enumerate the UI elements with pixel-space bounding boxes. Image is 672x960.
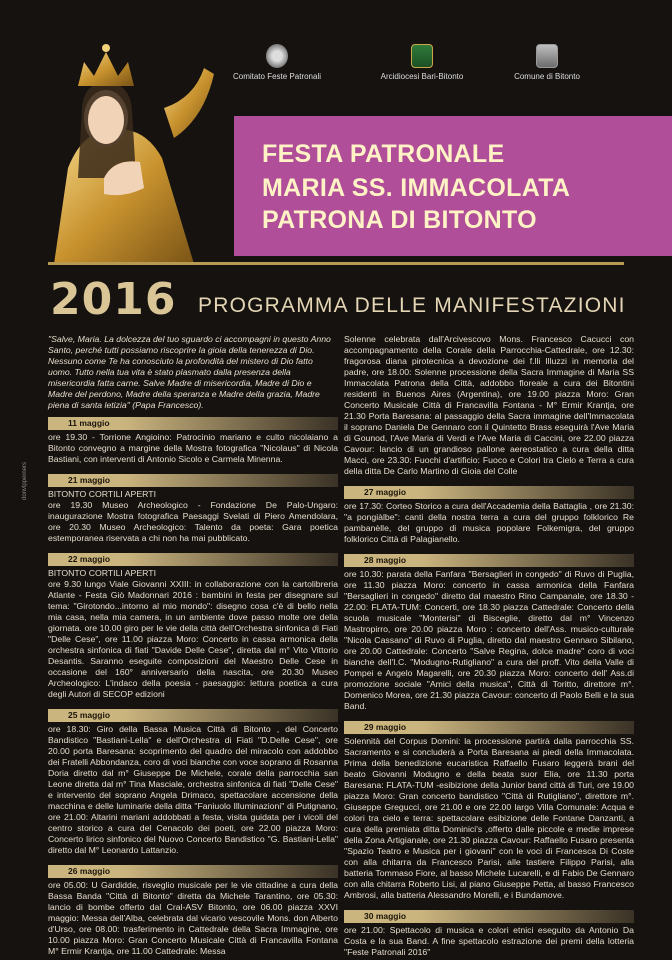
entry-text: ore 05.00: U Gardidde, risveglio musicale per le vie cittadine a cura della Bassa Banda "Città di Bitonto" diretta da Michele Tarantino, ore 05.30: lancio di bombe offerto dal Cral-ASV Bitonto, ore 06.00 piazza XXVI maggio: Messa dell'Alba, celebrata dal vicario vescovile Mons. don Alberto d'Urso, ore 08.00: trasferimento in Cattedrale della Sacra Immagine, ore 10.00 piazza Moro: Gran Concerto Musicale Città di Francavilla Fontana M° Ermir Krantja, ore 11.00 Cattedrale: Messa [48, 880, 338, 956]
logo-caption: Arcidiocesi Bari-Bitonto [380, 72, 464, 81]
entry-date: 21 maggio [48, 474, 338, 487]
entry-date: 30 maggio [344, 910, 634, 923]
entry-date: 25 maggio [48, 709, 338, 722]
program-entry [344, 910, 634, 958]
title-band [234, 116, 672, 256]
city-crest-icon [536, 44, 558, 68]
program-subtitle: PROGRAMMA DELLE MANIFESTAZIONI [198, 294, 626, 317]
comune-logo [482, 44, 612, 81]
entry-text: ore 10.30: parata della Fanfara "Bersaglieri in congedo" di Ruvo di Puglia, ore 11.30 piazza Moro: concerto in cassa armonica della Fanfara "Bersaglieri in congedo" diretto dal maestro Rino Campanale, ore 18.30 - 22.00: FLATA-TUM: Concerti, ore 18.30 piazza Cattedrale: Concerto della scuola musicale "Monterisi" di Bisceglie, diretto dal m° Vincenzo Mastropirro, ore 20.00 piazza Moro : concerto dell'Ass. musico-culturale "Nicola Cassano" di Ruvo di Puglia, diretto dal maestro Gennaro Sibilano, ore 20.00 Cattedrale: Concerto "Salve Regina, dolce madre" coro di voci bianche dell'I.C. "Modugno-Rutigliano" a cura del proff. Vito della Valle di Pompei e Angelo Magarelli, ore 20.30 piazza Moro: concerto dell' Ass.di promozione sociale "Amici della musica", Città di Toritto, direttore m°. Domenico Morea, ore 21.30 piazza Cavour: concerto di Paolo Belli e la sua Band. [344, 569, 634, 711]
entry-date: 11 maggio [48, 417, 338, 430]
program-column-right [344, 334, 634, 960]
diocese-crest-icon [411, 44, 433, 68]
sponsor-logos [232, 44, 672, 92]
logo-caption: Comune di Bitonto [514, 72, 580, 81]
program-entry [344, 486, 634, 545]
program-entry [48, 474, 338, 544]
entry-text: ore 21.00: Spettacolo di musica e colori etnici eseguito da Antonio Da Costa e la sua Band. A fine spettacolo estrazione dei premi della lotteria "Feste Patronali 2016" [344, 925, 634, 957]
designer-credit: donvlpperners [22, 461, 28, 500]
entry-date: 22 maggio [48, 553, 338, 566]
program-entry [344, 721, 634, 901]
title-line-1: FESTA PATRONALE [262, 140, 505, 168]
entry-text: ore 19.30 Museo Archeologico - Fondazione De Palo-Ungaro: inaugurazione Mostra fotografica Paesaggi Svelati di Piero Amendolara, ore 20.30 Museo Archeologico: Talento da poeta: Gara poetica estemporanea riservata a chi non ha mai pubblicato. [48, 500, 338, 543]
program-entry [48, 709, 338, 856]
entry-heading: BITONTO CORTILI APERTI [48, 489, 156, 499]
intro-quote: "Salve, Maria. La dolcezza del tuo sguardo ci accompagni in questo Anno Santo, perché tutti possiamo riscoprire la gioia della tenerezza di Dio. Nessuno come Te ha conosciuto la profondità del mistero di Dio fatto uomo. Tutto nella tua vita è stato plasmato dalla presenza della misericordia fatta carne. Salve Madre di misericordia, Madre di Dio e Madre del perdono, Madre della speranza e Madre della grazia, Madre piena di santa letizia" (Papa Francesco). [48, 334, 331, 410]
year-heading: 2016 [50, 274, 177, 325]
arcidiocesi-logo [357, 44, 487, 81]
title-line-2: MARIA SS. IMMACOLATA [262, 174, 571, 202]
entry-text: ore 18.30: Giro della Bassa Musica Città di Bitonto , del Concerto Bandistico "Bastiani-Lella" e dell'Orchestra di Fiati "D.Delle Cese", ore 20.00 porta Baresana: scoprimento del quadro del miracolo con addobbo dei Fratelli Abbondanza, coro di voci bianche con voce soprano di Rosanna Doria diretto dal m° Giuseppe De Michele, corale della parrocchia san Leone diretta dal m° Tina Masciale, orchestra sinfonica di fiati "Delle Cese" e intervento del soprano Angela Drimaco, spettacolare accensione della macchina e delle luminarie della ditta "Faniuolo Illuminazioni" di Putignano, ore 21.00: Altarini mariani addobbati a festa, visita guidata per i vicoli del centro storico a cura del Cenacolo dei poeti, ore 22.00 piazza Moro: Concerto lirico sinfonico del Nuovo Concerto Bandistico "G. Bastiani-Lella" diretto dal M° Leonardo Lattanzio. [48, 724, 338, 855]
entry-date: 27 maggio [344, 486, 634, 499]
program-entry [48, 865, 338, 957]
entry-text: ore 19.30 - Torrione Angioino: Patrocinio mariano e culto nicolaiano a Bitonto convegno a margine della Mostra fotografica "Nicolaus" di Nicola Bastiani, con interventi di Antonio Sicolo e Carmela Minenna. [48, 432, 338, 464]
program-column-left [48, 334, 338, 960]
entry-text: ore 17.30: Corteo Storico a cura dell'Accademia della Battaglia , ore 21.30: "a pongiàlbe": canti della nostra terra a cura del gruppo folklorico Re pambanèlle, del gruppo di musica popolare Folkemigra, del gruppo folklorico Città di Palagianello. [344, 501, 634, 544]
divider [48, 262, 624, 265]
entry-date: 26 maggio [48, 865, 338, 878]
entry-heading: BITONTO CORTILI APERTI [48, 568, 156, 578]
program-entry [48, 553, 338, 700]
entry-date: 29 maggio [344, 721, 634, 734]
entry-text: Solennità del Corpus Domini: la processione partirà dalla parrocchia SS. Sacramento e si concluderà a Porta Baresana ai piedi della Immacolata. Prima della benedizione eucaristica Raffaello Fusaro leggerà brani del beato Giovanni Modugno e della beata suor Elia, ore 11.30 porta Baresana: FLATA-TUM -esibizione della Junior band città di Turi, ore 19.00 piazza Moro: Gran concerto bandistico "Città di Rutigliano", direttore m°. Giuseppe Gregucci, ore 21.00 e ore 22.00 largo Villa Comunale: Acqua e colori tra cielo e terra: spettacolare esibizione delle Fontane Danzanti, a cura della premiata ditta Dominici's ,offerto dalle piccole e medie imprese della Zona Artigianale, ore 21.30 piazza Cavour: Raffaello Fusaro presenta "Spazio Teatro e Musica per i giovani" con le voci di Francesca Di Coste con alla chitarra da Francesco Parisi, alle tastiere Filippo Parisi, alla batteria Tommaso Fiore, al basso Michele Lucarelli, e di Fabio De Gennaro con alla chitarra Roberto Lisi, al piano Giuseppe Petta, al basso Francesco Ambrosi, alla batteria Alessandro Morelli, e i Bundamove. [344, 736, 634, 900]
program-entry [48, 417, 338, 465]
entry-date: 28 maggio [344, 554, 634, 567]
entry-text: Solenne celebrata dall'Arcivescovo Mons. Francesco Cacucci con accompagnamento della Corale della Parrocchia-Cattedrale, ore 12.30: fragorosa diana pirotecnica a devozione dei f.lli Illuzzi in memoria del padre, ore 18.00: Solenne processione della Sacra Immagine di Maria SS Immacolata Patrona della Città, addobbo floreale a cura dei Bitontini residenti in Buenos Aires (Argentina), ore 19.00 piazza Moro: Gran Concerto Musicale Città di Francavilla Fontana - M° Ermir Krantja, ore 21.30 Porta Baresana: al passaggio della Sacra immagine dell'Immacolata il soprano Daniela De Gennaro con il Quintetto Brass eseguirà l'Ave Maria di Gounod, l'Ave Maria di Verdi e l'Ave Maria di Caccini, ore 22.00 piazza Cavour: lancio di un grandioso pallone aereostatico a cura della ditta Macci, ore 23.30: Fuochi d'artificio: Fuoco e Colori tra Cielo e Terra a cura della ditta De Carlo Martino di Gioia del Colle [344, 334, 634, 476]
title-line-3: PATRONA DI BITONTO [262, 206, 537, 234]
logo-caption: Comitato Feste Patronali [232, 72, 322, 81]
bell-emblem-icon [266, 44, 288, 68]
comitato-logo [212, 44, 342, 81]
program-entry [344, 554, 634, 712]
madonna-statue-image [44, 38, 220, 264]
entry-text: ore 9.30 lungo Viale Giovanni XXIII: in collaborazione con la cartolibreria Atlante - Festa Giò Madonnari 2016 : bambini in festa per disegnare sul tema: "Girotondo...intorno al mio mondo": disegno cosa c'è di bello nella mia casa, nella mia camera, in un ambiente dove passo molte ore della giornata. ore 10.00 giro per le vie della città dell'Orchestra sinfonica di Fiati "Delle Cese", ore 11.00 piazza Moro: Concerto in cassa armonica della orchestra sinfonica di fiati "Davide Delle Cese", diretta dal m° Vito Vittorio Desantis. Saranno eseguite composizioni del Maestro Delle Cese in occasione del 160° anniversario della nascita, ore 20.30 Museo Archeologico: L'indaco della poesia - paesaggio: lettura poetica a cura degli Autori di SECOP edizioni [48, 579, 338, 699]
program-entry [344, 334, 634, 477]
